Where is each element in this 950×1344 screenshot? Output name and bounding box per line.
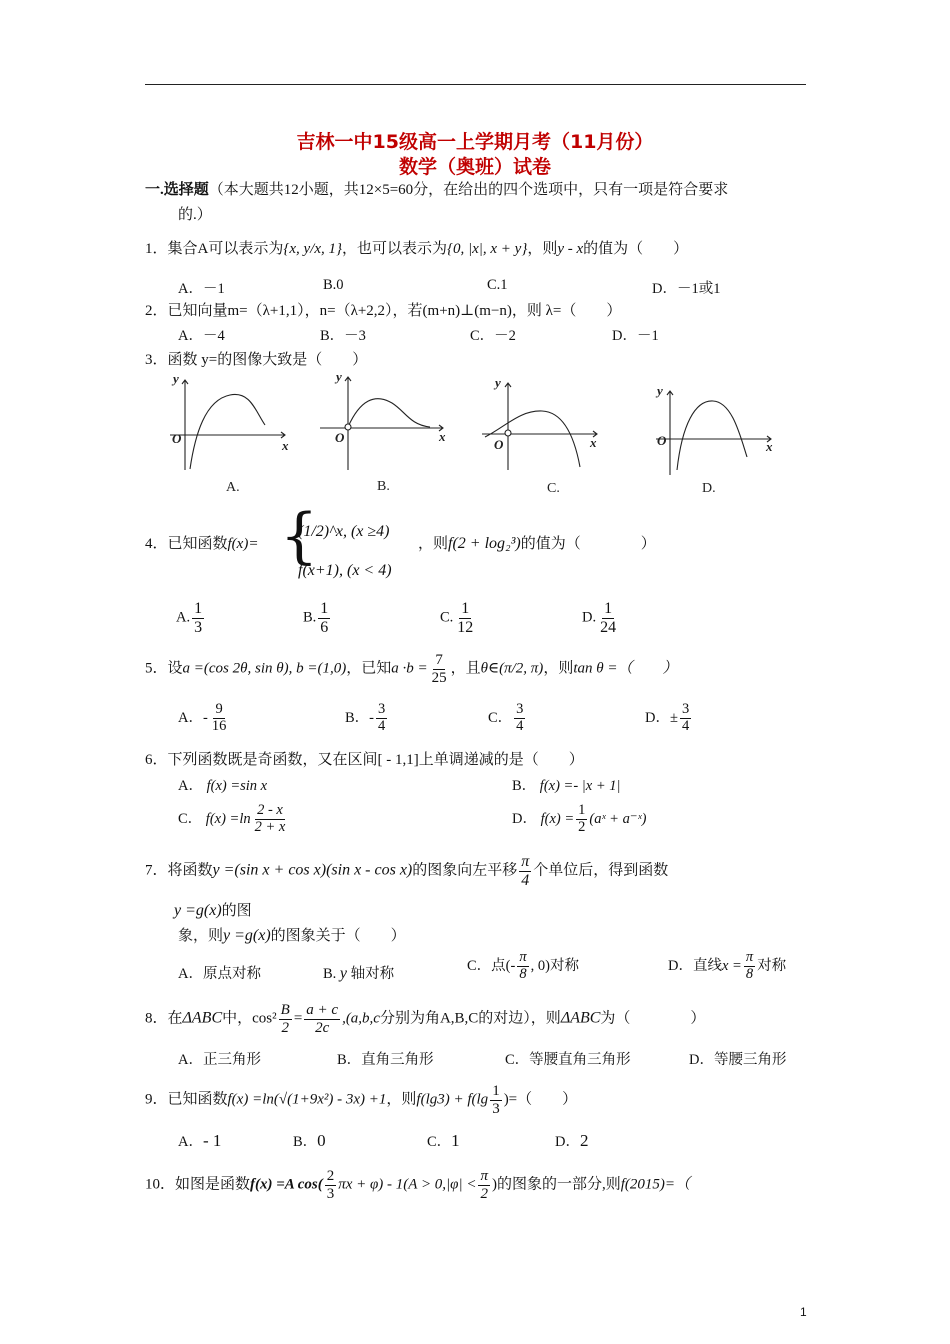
q6-option-a (178, 774, 267, 795)
q1-stem-d: 的值为（ ） (583, 241, 689, 257)
q5-stem-a: 5．设 (145, 660, 183, 677)
q6-c-num: 2 - x (257, 802, 283, 818)
q4-expr: f(2 + log₂³) (448, 535, 521, 552)
q3-d-origin: O (657, 433, 667, 448)
question-8-stem: 8．在ΔABC中，cos² $\frac{B}{2}$ = $\frac{a + c}{2c}$ ,(a,b,c分别为角A,B,C的对边），则ΔABC为（ ） (145, 1002, 706, 1036)
q3-label-d: D. (702, 481, 716, 496)
q1-stem-b: ，也可以表示为 (341, 241, 447, 257)
q10-func-a: f(x) =A cos( (250, 1176, 323, 1193)
header-rule (145, 84, 806, 85)
q5-stem-c: ，且 (450, 660, 481, 677)
question-9-stem (145, 1083, 577, 1117)
question-3-stem: 3．函数 y=的图像大致是（ ） (145, 352, 368, 368)
q4-fx: f(x)= (227, 536, 259, 552)
q5-a-den: 16 (211, 717, 227, 734)
q4-d-num: 1 (604, 600, 613, 617)
q5-a-num: 9 (215, 701, 223, 717)
q4-c-label: C. (440, 609, 454, 626)
q1-set1: {x, y/x, 1} (283, 241, 342, 257)
q4-d-den: 24 (600, 618, 617, 636)
q9-b-label: B． (293, 1134, 318, 1150)
q10-stem-a: 10．如图是函数 (145, 1176, 251, 1193)
q4-case-2: f(x+1), (x < 4) (298, 562, 392, 579)
q8-tri: ΔABC (182, 1009, 223, 1027)
q4-b-num: 1 (320, 600, 329, 617)
q4-c-num: 1 (461, 600, 470, 617)
question-2-stem: 2．已知向量m=（λ+1,1），n=（λ+2,2），若(m+n)⊥(m−n)，则 λ=（ ） (145, 303, 622, 319)
q7-line2-text: 的图 (221, 903, 252, 919)
q9-option-a (178, 1130, 221, 1151)
q6-d-expr-b: (aˣ + a⁻ˣ) (589, 810, 647, 827)
q5-option-b (345, 702, 389, 735)
q3-c-yaxis: y (495, 375, 501, 390)
q3-label-b: B. (377, 479, 390, 494)
q7-line3-a: 象，则 (178, 928, 224, 944)
q6-option-b (512, 774, 620, 795)
q3-graph-b-open-point (345, 424, 351, 430)
q7-shift-num: π (521, 853, 530, 870)
q7-line3-func: y =g(x) (223, 927, 271, 944)
q4-stem-b (418, 532, 656, 553)
q9-a-value: - 1 (202, 1131, 222, 1150)
q1-stem-c: ，则 (527, 241, 558, 257)
q4-stem-a (145, 532, 258, 553)
q9-option-c (427, 1130, 460, 1151)
q5-option-c (488, 702, 527, 735)
q5-option-a (178, 702, 230, 735)
q8-eq-num: a + c (306, 1002, 339, 1018)
q9-expr: f(lg3) + f(lg (416, 1091, 489, 1108)
q8-eq-den: 2c (315, 1019, 330, 1036)
q7-d-label: D．直线 (668, 957, 722, 974)
q5-c-den: 4 (516, 717, 524, 734)
q3-a-yaxis: y (173, 371, 179, 386)
q6-c-expr: f(x) =ln (205, 810, 251, 827)
q8-stem-c: ,(a,b,c (342, 1010, 380, 1027)
q6-d-num: 1 (578, 802, 586, 818)
q7-b-text: 轴对称 (350, 966, 395, 982)
q7-shift-den: 4 (521, 871, 530, 889)
q7-option-a: A．原点对称 (178, 966, 261, 982)
q3-a-xaxis: x (282, 438, 289, 453)
q4-stem-a-text: 4．已知函数 (145, 536, 228, 552)
q9-b-value: 0 (317, 1131, 326, 1150)
q8-stem-d: 分别为角A,B,C的对边），则 (379, 1010, 561, 1027)
q7-b-y: y (339, 965, 348, 982)
q5-range: θ∈(π/2, π) (480, 660, 544, 677)
q4-case-1: (1/2)^x, (x ≥4) (298, 523, 390, 540)
exam-subtitle: 数学（奥班）试卷 (398, 156, 551, 178)
q7-c-num: π (519, 949, 527, 965)
q9-func: f(x) =ln(√(1+9x²) - 3x) +1 (227, 1091, 387, 1108)
q4-option-d (582, 600, 620, 636)
q8-stem-e: 为（ ） (600, 1010, 706, 1027)
q4-brace: { (280, 501, 319, 571)
q6-c-den: 2 + x (254, 818, 286, 835)
q4-c-den: 12 (457, 618, 474, 636)
q4-b-label: B. (303, 609, 317, 626)
section-desc-1: （本大题共12小题，共12×5=60分，在给出的四个选项中，只有一项是符合要求 (208, 182, 729, 198)
q7-option-d: D．直线x = $\frac{\pi}{8}$ 对称 (668, 949, 787, 982)
q4-stem-b-text: ，则 (418, 536, 449, 552)
q6-a-label: A． (178, 778, 203, 794)
q9-d-value: 2 (579, 1131, 589, 1150)
q5-stem-d: ，则 (543, 660, 574, 677)
q4-a-num: 1 (194, 600, 203, 617)
q9-stem-b: ，则 (386, 1091, 417, 1108)
q8-option-a: A．正三角形 (178, 1052, 261, 1068)
q8-stem-b: 中， (222, 1010, 253, 1027)
q4-option-b (303, 600, 332, 636)
q8-option-d: D．等腰三角形 (689, 1052, 787, 1068)
q2-option-d: D．－1 (612, 328, 659, 344)
question-10-stem (145, 1168, 690, 1202)
q4-b-den: 6 (320, 618, 329, 636)
q9-frac-num: 1 (492, 1083, 500, 1099)
q10-func-b: πx + φ) - 1(A > 0,|φ| < (338, 1176, 477, 1193)
q1-stem-a: 1．集合A可以表示为 (145, 241, 284, 257)
q5-a-label: A． (178, 709, 203, 726)
q8-tri-2: ΔABC (560, 1009, 601, 1027)
q5-dot-den: 25 (431, 669, 447, 686)
q7-d-den: 8 (745, 965, 754, 982)
q5-dot: a ·b = (391, 660, 428, 677)
q1-option-c: C.1 (487, 277, 508, 293)
q7-stem-b: 的图象向左平移 (412, 862, 518, 879)
q7-line2-func: y =g(x) (174, 902, 222, 919)
q1-set2: {0, |x|, x + y} (447, 241, 528, 257)
q5-b-num: 3 (378, 701, 386, 717)
q10-func-c: ) (492, 1176, 497, 1193)
q5-d-sign: ± (669, 709, 678, 726)
q6-d-den: 2 (578, 818, 586, 835)
q7-func: y =(sin x + cos x)(sin x - cos x) (212, 861, 413, 879)
question-6-stem (145, 748, 584, 769)
q8-cos: cos² (252, 1010, 277, 1027)
q8-b-num: B (280, 1002, 290, 1018)
q2-option-c: C．－2 (470, 328, 516, 344)
q9-c-label: C． (427, 1134, 452, 1150)
question-5-stem (145, 652, 678, 686)
q6-option-c (178, 803, 289, 836)
section-label: 一.选择题 (145, 182, 209, 198)
q9-d-label: D． (555, 1134, 580, 1150)
section-heading (145, 178, 728, 199)
q10-expr: f(2015)=（ (620, 1176, 691, 1193)
q6-b-expr: f(x) =- |x + 1| (539, 778, 621, 794)
q4-option-a (176, 600, 206, 636)
q7-c-text: 对称 (549, 957, 579, 974)
q8-b-den: 2 (281, 1019, 289, 1036)
question-7-stem (145, 853, 668, 889)
q2-option-b: B．－3 (320, 328, 366, 344)
q7-line-3 (178, 924, 406, 945)
q4-d-label: D. (582, 609, 597, 626)
q3-graphs (160, 365, 800, 500)
q3-d-xaxis: x (766, 439, 773, 454)
q9-stem-a: 9．已知函数 (145, 1091, 228, 1108)
q3-c-origin: O (494, 437, 504, 452)
q10-den1: 3 (326, 1185, 335, 1202)
q4-stem-c: 的值为（ ） (520, 536, 656, 552)
q8-stem-a: 8．在 (145, 1010, 183, 1027)
q3-b-xaxis: x (439, 429, 446, 444)
q6-d-label: D． (512, 810, 537, 827)
q3-graph-c-open-point (505, 430, 511, 436)
q5-b-sign: - (369, 709, 375, 726)
q9-option-d (555, 1130, 588, 1151)
q6-stem-a: 6．下列函数既是奇函数，又在区间 (145, 752, 378, 768)
q3-a-origin: O (172, 431, 182, 446)
q1-expr: y - x (557, 241, 584, 257)
q6-stem-b: 上单调递减的是（ ） (418, 752, 584, 768)
q7-line3-c: 的图象关于（ ） (270, 928, 406, 944)
q9-option-b (293, 1130, 326, 1151)
q4-a-den: 3 (194, 618, 203, 636)
q5-c-num: 3 (516, 701, 524, 717)
q5-c-label: C． (488, 709, 513, 726)
question-1-stem (145, 237, 688, 258)
q6-option-d (512, 803, 646, 836)
q6-d-expr-a: f(x) = (540, 810, 575, 827)
q10-num1: 2 (326, 1168, 335, 1184)
q5-d-num: 3 (681, 701, 690, 717)
q7-option-b (323, 962, 394, 983)
q4-option-c (440, 600, 477, 636)
q3-label-a: A. (226, 480, 240, 495)
q1-option-a: A．－1 (178, 281, 225, 297)
q7-c-den: 8 (519, 965, 527, 982)
q5-stem-b: ，已知 (346, 660, 392, 677)
q7-d-num: π (745, 949, 754, 965)
q3-b-yaxis: y (336, 369, 342, 384)
q9-stem-c: )=（ ） (503, 1091, 578, 1108)
q7-d-text: 对称 (757, 957, 787, 974)
q9-a-label: A． (178, 1134, 203, 1150)
q2-option-a: A．－4 (178, 328, 225, 344)
q10-num2: π (480, 1168, 488, 1184)
q5-d-label: D． (645, 709, 670, 726)
q8-option-c: C．等腰直角三角形 (505, 1052, 631, 1068)
q8-option-b: B．直角三角形 (337, 1052, 434, 1068)
q5-dot-num: 7 (435, 652, 443, 668)
q10-den2: 2 (480, 1185, 488, 1202)
q5-a-sign: - (202, 709, 208, 726)
q9-frac-den: 3 (492, 1100, 500, 1117)
q5-option-d (645, 702, 693, 735)
q1-option-b: B.0 (323, 277, 344, 293)
q3-c-xaxis: x (590, 435, 597, 450)
q7-stem-c: 个单位后，得到函数 (533, 862, 669, 879)
q3-b-origin: O (335, 430, 345, 445)
page-number: 1 (800, 1305, 807, 1319)
section-desc-2: 的.） (178, 207, 212, 223)
q1-option-d: D．－1或1 (652, 281, 721, 297)
q7-b-label: B. (323, 966, 337, 982)
q5-d-den: 4 (681, 717, 690, 734)
q5-b-den: 4 (378, 717, 386, 734)
q6-interval: [ - 1,1] (377, 752, 419, 768)
q6-c-label: C． (178, 810, 203, 827)
q3-label-c: C. (547, 481, 560, 496)
exam-title: 吉林一中15级高一上学期月考（11月份） (296, 131, 654, 153)
q10-stem-b: 的图象的一部分,则 (497, 1176, 621, 1193)
q7-line-2 (174, 899, 252, 920)
q9-c-value: 1 (451, 1131, 460, 1150)
q4-a-label: A. (176, 609, 191, 626)
q7-stem-a: 7．将函数 (145, 862, 213, 879)
q3-d-yaxis: y (657, 383, 663, 398)
q6-b-label: B． (512, 778, 537, 794)
q7-option-c: C．点(- $\frac{\pi}{8}$ , 0)对称 (467, 949, 579, 982)
q6-a-expr: f(x) =sin x (206, 778, 268, 794)
q5-vec: a =(cos 2θ, sin θ), b =(1,0) (182, 660, 347, 677)
q7-c-label: C．点 (467, 957, 506, 974)
q5-b-label: B． (345, 709, 370, 726)
q5-tan: tan θ =（ ） (573, 660, 678, 677)
